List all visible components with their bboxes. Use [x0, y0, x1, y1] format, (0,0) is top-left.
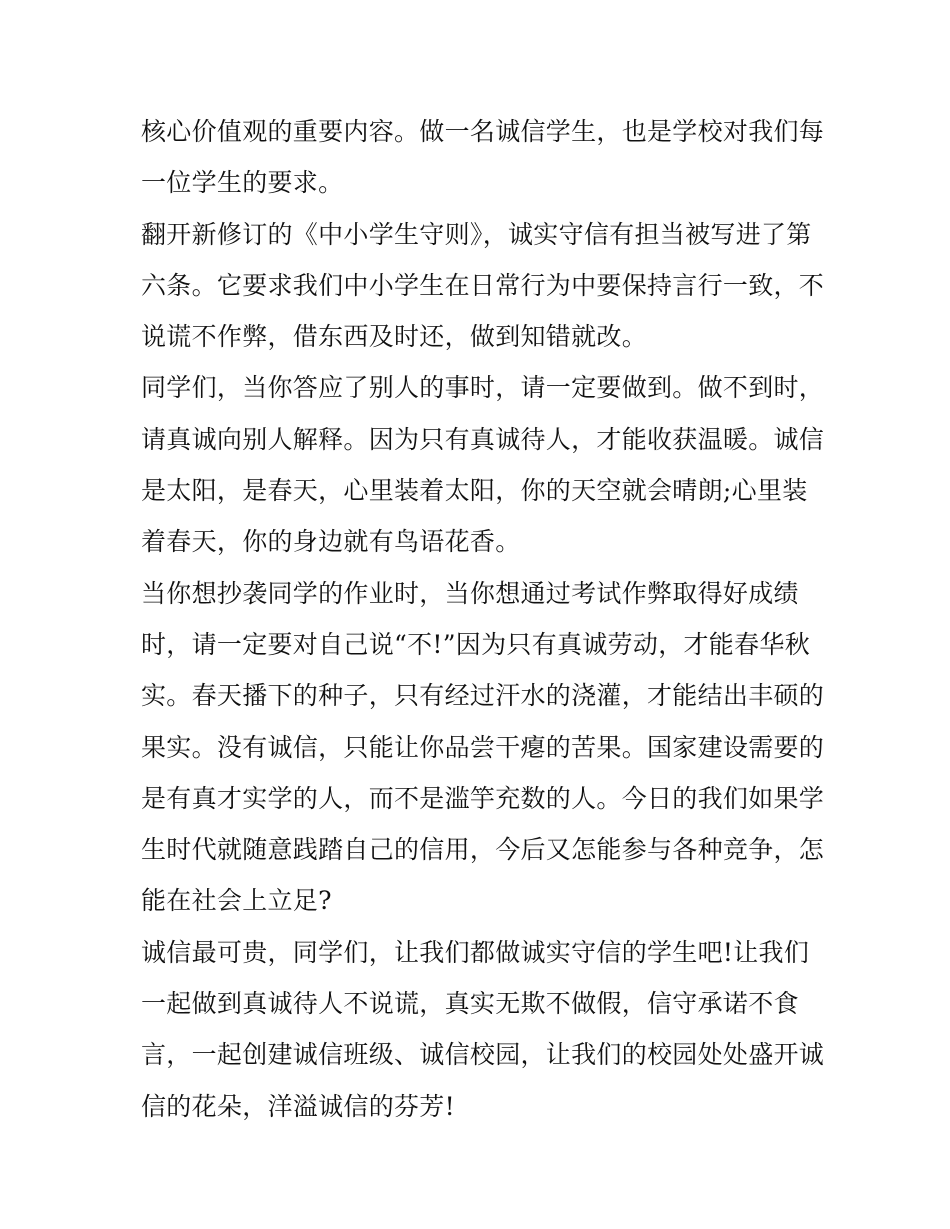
body-text — [141, 106, 825, 1132]
text-line: 当你想抄袭同学的作业时，当你想通过考试作弊取得好成绩 — [141, 578, 799, 608]
text-line: 是有真才实学的人，而不是滥竽充数的人。今日的我们如果学 — [141, 783, 825, 813]
text-line: 一位学生的要求。 — [141, 168, 344, 198]
text-line: 核心价值观的重要内容。做一名诚信学生，也是学校对我们每 — [141, 117, 825, 146]
text-line: 言，一起创建诚信班级、诚信校园，让我们的校园处处盛开诚 — [141, 1040, 825, 1070]
text-line: 实。春天播下的种子，只有经过汗水的浇灌，才能结出丰硕的 — [141, 681, 825, 711]
text-line: 信的花朵，洋溢诚信的芬芳! — [141, 1091, 455, 1121]
text-line: 请真诚向别人解释。因为只有真诚待人，才能收获温暖。诚信 — [141, 424, 825, 454]
text-line: 着春天，你的身边就有鸟语花香。 — [141, 527, 521, 557]
text-line: 时，请一定要对自己说“不!”因为只有真诚劳动，才能春华秋 — [141, 629, 811, 659]
text-line: 能在社会上立足? — [141, 886, 332, 916]
text-line: 一起做到真诚待人不说谎，真实无欺不做假，信守承诺不食 — [141, 989, 799, 1019]
text-line: 翻开新修订的《中小学生守则》，诚实守信有担当被写进了第 — [141, 219, 812, 249]
text-line: 诚信最可贵，同学们，让我们都做诚实守信的学生吧!让我们 — [141, 937, 810, 967]
text-line: 六条。它要求我们中小学生在日常行为中要保持言行一致，不 — [141, 270, 825, 300]
text-line: 生时代就随意践踏自己的信用，今后又怎能参与各种竞争，怎 — [141, 835, 825, 865]
text-line: 说谎不作弊，借东西及时还，做到知错就改。 — [141, 322, 648, 352]
text-line: 同学们，当你答应了别人的事时，请一定要做到。做不到时， — [141, 373, 825, 403]
text-line: 是太阳，是春天，心里装着太阳，你的天空就会晴朗;心里装 — [141, 476, 808, 506]
text-line: 果实。没有诚信，只能让你品尝干瘪的苦果。国家建设需要的 — [141, 732, 825, 762]
